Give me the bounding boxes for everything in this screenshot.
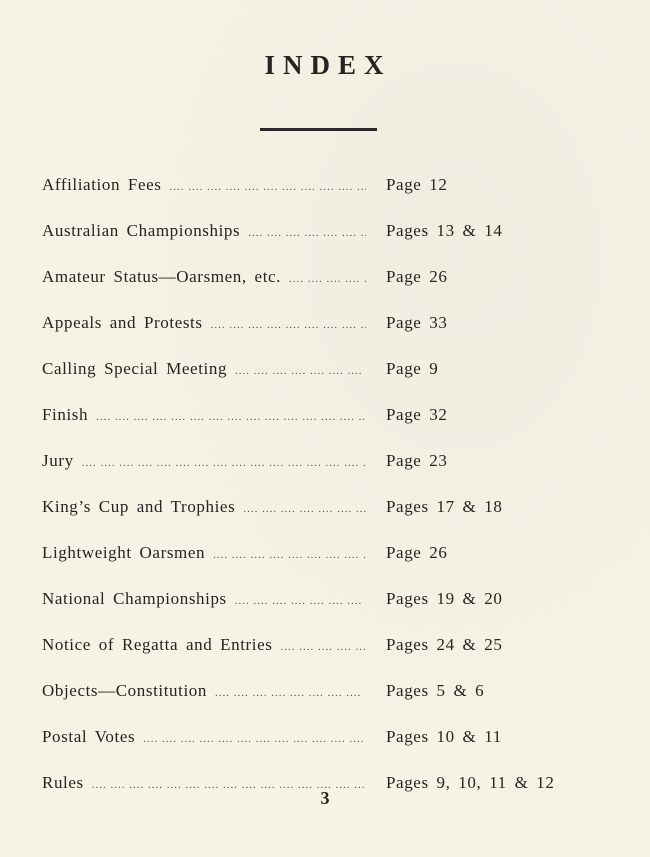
index-entry: [42, 535, 602, 581]
index-entry: [42, 673, 602, 719]
index-entry-label: Amateur Status—Oarsmen, etc.: [42, 267, 282, 286]
dot-leader: [211, 313, 366, 333]
index-entry-left: [42, 175, 366, 195]
index-entry: [42, 351, 602, 397]
index-entry: [42, 489, 602, 535]
dot-leader: [82, 451, 366, 471]
index-entry-left: [42, 221, 366, 241]
index-entry-label: Finish: [42, 405, 89, 424]
index-entry: [42, 397, 602, 443]
index-entry: [42, 259, 602, 305]
index-entry-left: [42, 313, 366, 333]
dot-leader: [248, 221, 366, 241]
index-entry: [42, 627, 602, 673]
index-entry-label: King’s Cup and Trophies: [42, 497, 236, 516]
index-entry: [42, 581, 602, 627]
index-entry-label: Calling Special Meeting: [42, 359, 228, 378]
index-entry-label: Objects—Constitution: [42, 681, 207, 700]
index-entry-label: National Championships: [42, 589, 227, 608]
page-number: 3: [320, 788, 330, 808]
page-title: INDEX: [264, 50, 392, 80]
index-entry-page: Page 23: [386, 451, 448, 470]
index-entry-left: [42, 635, 366, 655]
index-entry-label: Rules: [42, 773, 84, 792]
index-entry-left: [42, 451, 366, 471]
index-entry-label: Jury: [42, 451, 74, 470]
index-entry-label: Lightweight Oarsmen: [42, 543, 206, 562]
index-list: [42, 167, 602, 811]
index-entry-page: Page 26: [386, 267, 448, 286]
index-entry-page: Page 12: [386, 175, 448, 194]
index-entry-left: [42, 727, 366, 747]
index-entry-label: Postal Votes: [42, 727, 136, 746]
dot-leader: [143, 727, 366, 747]
dot-leader: [235, 359, 366, 379]
dot-leader: [235, 589, 366, 609]
index-entry-page: Page 32: [386, 405, 448, 424]
index-entry-page: Pages 5 & 6: [386, 681, 485, 700]
index-entry-page: Pages 24 & 25: [386, 635, 503, 654]
dot-leader: [96, 405, 366, 425]
index-entry-left: [42, 267, 366, 287]
index-entry: [42, 305, 602, 351]
dot-leader: [213, 543, 366, 563]
index-entry: [42, 443, 602, 489]
index-entry-left: [42, 543, 366, 563]
index-entry-label: Appeals and Protests: [42, 313, 203, 332]
index-entry-page: Page 26: [386, 543, 448, 562]
index-entry-label: Australian Championships: [42, 221, 241, 240]
index-entry-left: [42, 589, 366, 609]
index-entry-page: Pages 9, 10, 11 & 12: [386, 773, 555, 792]
dot-leader: [169, 175, 366, 195]
index-entry: [42, 719, 602, 765]
index-entry-left: [42, 405, 366, 425]
index-entry: [42, 167, 602, 213]
index-entry: [42, 213, 602, 259]
dot-leader: [243, 497, 366, 517]
index-entry-label: Notice of Regatta and Entries: [42, 635, 273, 654]
index-entry-left: [42, 359, 366, 379]
index-entry-page: Page 9: [386, 359, 439, 378]
dot-leader: [281, 635, 367, 655]
title-underline: [260, 128, 377, 131]
index-entry-label: Affiliation Fees: [42, 175, 162, 194]
dot-leader: [289, 267, 366, 287]
index-entry-page: Page 33: [386, 313, 448, 332]
index-entry-page: Pages 10 & 11: [386, 727, 502, 746]
dot-leader: [215, 681, 366, 701]
index-entry-left: [42, 681, 366, 701]
index-entry-page: Pages 19 & 20: [386, 589, 503, 608]
index-entry-left: [42, 497, 366, 517]
index-entry-page: Pages 17 & 18: [386, 497, 503, 516]
index-entry-page: Pages 13 & 14: [386, 221, 503, 240]
